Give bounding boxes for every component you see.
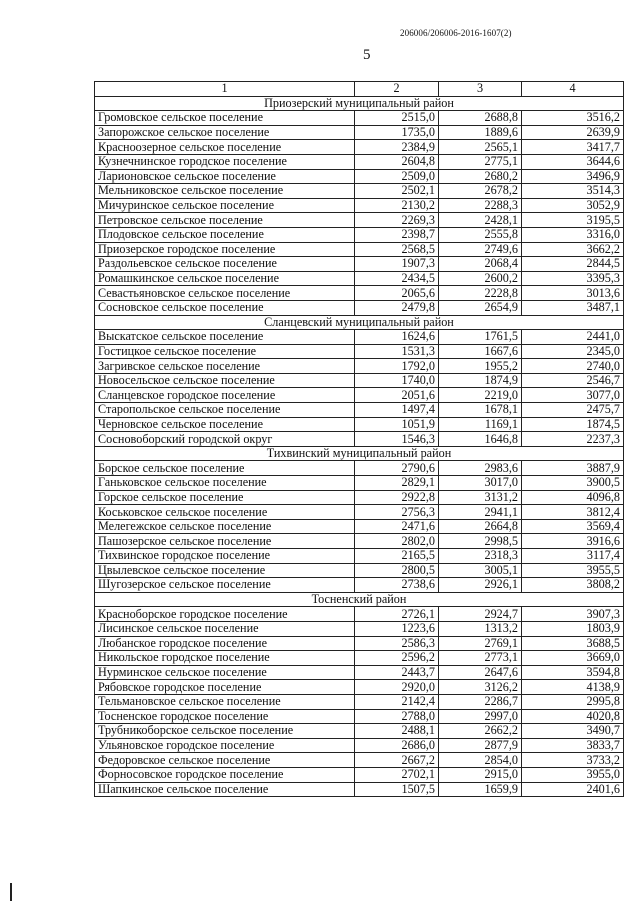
value-cell-col3: 2877,9 — [439, 738, 522, 753]
table-row — [95, 621, 624, 636]
table-row — [95, 417, 624, 432]
value-cell-col2: 2738,6 — [355, 578, 439, 593]
table-row — [95, 169, 624, 184]
district-header-row — [95, 96, 624, 111]
district-header-row — [95, 446, 624, 461]
value-cell-col2: 2829,1 — [355, 476, 439, 491]
value-cell-col2: 2130,2 — [355, 198, 439, 213]
value-cell-col4: 3808,2 — [522, 578, 624, 593]
value-cell-col4: 3833,7 — [522, 738, 624, 753]
value-cell-col4: 2345,0 — [522, 344, 624, 359]
district-header-row — [95, 315, 624, 330]
table-row — [95, 490, 624, 505]
district-name: Приозерский муниципальный район — [95, 96, 624, 111]
value-cell-col3: 2647,6 — [439, 665, 522, 680]
district-name: Тихвинский муниципальный район — [95, 446, 624, 461]
table-row — [95, 782, 624, 797]
value-cell-col3: 2654,9 — [439, 300, 522, 315]
value-cell-col4: 3013,6 — [522, 286, 624, 301]
value-cell-col2: 2568,5 — [355, 242, 439, 257]
settlement-name-cell: Старопольское сельское поселение — [95, 403, 355, 418]
settlement-name-cell: Приозерское городское поселение — [95, 242, 355, 257]
value-cell-col2: 2165,5 — [355, 549, 439, 564]
value-cell-col2: 2142,4 — [355, 694, 439, 709]
table-row — [95, 724, 624, 739]
value-cell-col3: 1646,8 — [439, 432, 522, 447]
table-row — [95, 680, 624, 695]
settlement-name-cell: Тельмановское сельское поселение — [95, 694, 355, 709]
settlement-name-cell: Севастьяновское сельское поселение — [95, 286, 355, 301]
table-row — [95, 111, 624, 126]
value-cell-col4: 3955,5 — [522, 563, 624, 578]
value-cell-col3: 2288,3 — [439, 198, 522, 213]
value-cell-col3: 2555,8 — [439, 227, 522, 242]
table-row — [95, 198, 624, 213]
value-cell-col2: 1907,3 — [355, 257, 439, 272]
table-row — [95, 300, 624, 315]
value-cell-col4: 2237,3 — [522, 432, 624, 447]
value-cell-col4: 3490,7 — [522, 724, 624, 739]
table-row — [95, 476, 624, 491]
table-row — [95, 432, 624, 447]
value-cell-col2: 2269,3 — [355, 213, 439, 228]
settlement-name-cell: Красноозерное сельское поселение — [95, 140, 355, 155]
table-row — [95, 694, 624, 709]
settlement-name-cell: Ульяновское городское поселение — [95, 738, 355, 753]
settlement-name-cell: Выскатское сельское поселение — [95, 330, 355, 345]
value-cell-col3: 2068,4 — [439, 257, 522, 272]
table-row — [95, 519, 624, 534]
settlement-name-cell: Кузнечнинское городское поселение — [95, 154, 355, 169]
settlement-name-cell: Шугозерское сельское поселение — [95, 578, 355, 593]
value-cell-col4: 4020,8 — [522, 709, 624, 724]
value-cell-col3: 2924,7 — [439, 607, 522, 622]
value-cell-col3: 1955,2 — [439, 359, 522, 374]
margin-mark — [10, 883, 12, 901]
value-cell-col4: 4096,8 — [522, 490, 624, 505]
value-cell-col3: 2941,1 — [439, 505, 522, 520]
column-header: 3 — [439, 82, 522, 97]
settlement-name-cell: Петровское сельское поселение — [95, 213, 355, 228]
table-row — [95, 403, 624, 418]
table-row — [95, 330, 624, 345]
value-cell-col2: 2065,6 — [355, 286, 439, 301]
value-cell-col3: 2664,8 — [439, 519, 522, 534]
value-cell-col3: 2428,1 — [439, 213, 522, 228]
table-row — [95, 767, 624, 782]
value-cell-col3: 3131,2 — [439, 490, 522, 505]
value-cell-col2: 2802,0 — [355, 534, 439, 549]
value-cell-col2: 2488,1 — [355, 724, 439, 739]
value-cell-col4: 3662,2 — [522, 242, 624, 257]
value-cell-col3: 1659,9 — [439, 782, 522, 797]
value-cell-col2: 2922,8 — [355, 490, 439, 505]
settlement-name-cell: Запорожское сельское поселение — [95, 125, 355, 140]
value-cell-col2: 2667,2 — [355, 753, 439, 768]
value-cell-col3: 2749,6 — [439, 242, 522, 257]
column-header: 2 — [355, 82, 439, 97]
table-row — [95, 636, 624, 651]
value-cell-col3: 1667,6 — [439, 344, 522, 359]
column-header: 1 — [95, 82, 355, 97]
value-cell-col3: 2915,0 — [439, 767, 522, 782]
value-cell-col4: 1874,5 — [522, 417, 624, 432]
value-cell-col4: 2401,6 — [522, 782, 624, 797]
district-name: Тосненский район — [95, 592, 624, 607]
value-cell-col2: 2384,9 — [355, 140, 439, 155]
value-cell-col4: 3117,4 — [522, 549, 624, 564]
settlement-name-cell: Ганьковское сельское поселение — [95, 476, 355, 491]
table-row — [95, 578, 624, 593]
table-row — [95, 154, 624, 169]
value-cell-col3: 2600,2 — [439, 271, 522, 286]
value-cell-col4: 3052,9 — [522, 198, 624, 213]
value-cell-col2: 2502,1 — [355, 184, 439, 199]
value-cell-col4: 2475,7 — [522, 403, 624, 418]
value-cell-col3: 2998,5 — [439, 534, 522, 549]
value-cell-col4: 3195,5 — [522, 213, 624, 228]
value-cell-col3: 3005,1 — [439, 563, 522, 578]
value-cell-col4: 3496,9 — [522, 169, 624, 184]
value-cell-col3: 3126,2 — [439, 680, 522, 695]
table-row — [95, 286, 624, 301]
value-cell-col4: 3955,0 — [522, 767, 624, 782]
value-cell-col3: 2775,1 — [439, 154, 522, 169]
settlement-name-cell: Новосельское сельское поселение — [95, 373, 355, 388]
value-cell-col2: 1051,9 — [355, 417, 439, 432]
value-cell-col4: 3812,4 — [522, 505, 624, 520]
value-cell-col4: 3395,3 — [522, 271, 624, 286]
table-row — [95, 505, 624, 520]
settlement-name-cell: Загривское сельское поселение — [95, 359, 355, 374]
value-cell-col4: 3487,1 — [522, 300, 624, 315]
table-header-row — [95, 82, 624, 97]
table-row — [95, 125, 624, 140]
value-cell-col2: 2471,6 — [355, 519, 439, 534]
value-cell-col2: 2596,2 — [355, 651, 439, 666]
settlement-name-cell: Громовское сельское поселение — [95, 111, 355, 126]
value-cell-col2: 2686,0 — [355, 738, 439, 753]
settlement-name-cell: Тосненское городское поселение — [95, 709, 355, 724]
value-cell-col3: 1874,9 — [439, 373, 522, 388]
value-cell-col2: 2756,3 — [355, 505, 439, 520]
value-cell-col2: 1223,6 — [355, 621, 439, 636]
settlement-name-cell: Шапкинское сельское поселение — [95, 782, 355, 797]
value-cell-col3: 2769,1 — [439, 636, 522, 651]
table-row — [95, 359, 624, 374]
value-cell-col4: 3733,2 — [522, 753, 624, 768]
value-cell-col4: 1803,9 — [522, 621, 624, 636]
value-cell-col3: 1889,6 — [439, 125, 522, 140]
value-cell-col4: 2639,9 — [522, 125, 624, 140]
value-cell-col3: 2854,0 — [439, 753, 522, 768]
settlement-name-cell: Лисинское сельское поселение — [95, 621, 355, 636]
value-cell-col2: 1531,3 — [355, 344, 439, 359]
value-cell-col3: 2678,2 — [439, 184, 522, 199]
value-cell-col2: 1546,3 — [355, 432, 439, 447]
settlement-name-cell: Ларионовское сельское поселение — [95, 169, 355, 184]
settlement-name-cell: Мичуринское сельское поселение — [95, 198, 355, 213]
table-row — [95, 738, 624, 753]
table-row — [95, 709, 624, 724]
table-row — [95, 388, 624, 403]
value-cell-col4: 2546,7 — [522, 373, 624, 388]
table-row — [95, 344, 624, 359]
district-header-row — [95, 592, 624, 607]
table-row — [95, 213, 624, 228]
value-cell-col4: 3417,7 — [522, 140, 624, 155]
value-cell-col2: 1792,0 — [355, 359, 439, 374]
settlement-name-cell: Горское сельское поселение — [95, 490, 355, 505]
value-cell-col3: 2983,6 — [439, 461, 522, 476]
value-cell-col4: 3516,2 — [522, 111, 624, 126]
value-cell-col4: 4138,9 — [522, 680, 624, 695]
table-row — [95, 227, 624, 242]
value-cell-col3: 2318,3 — [439, 549, 522, 564]
value-cell-col4: 2441,0 — [522, 330, 624, 345]
value-cell-col4: 3316,0 — [522, 227, 624, 242]
value-cell-col3: 2219,0 — [439, 388, 522, 403]
table-row — [95, 140, 624, 155]
settlement-name-cell: Раздольевское сельское поселение — [95, 257, 355, 272]
settlement-name-cell: Цвылевское сельское поселение — [95, 563, 355, 578]
value-cell-col4: 3644,6 — [522, 154, 624, 169]
value-cell-col2: 2790,6 — [355, 461, 439, 476]
column-header: 4 — [522, 82, 624, 97]
settlement-name-cell: Гостицкое сельское поселение — [95, 344, 355, 359]
settlement-name-cell: Сосновское сельское поселение — [95, 300, 355, 315]
value-cell-col4: 3887,9 — [522, 461, 624, 476]
settlement-name-cell: Рябовское городское поселение — [95, 680, 355, 695]
table-body — [95, 96, 624, 797]
settlement-name-cell: Черновское сельское поселение — [95, 417, 355, 432]
value-cell-col4: 2740,0 — [522, 359, 624, 374]
value-cell-col2: 1507,5 — [355, 782, 439, 797]
value-cell-col3: 2662,2 — [439, 724, 522, 739]
settlement-name-cell: Мельниковское сельское поселение — [95, 184, 355, 199]
value-cell-col2: 1624,6 — [355, 330, 439, 345]
settlement-name-cell: Пашозерское сельское поселение — [95, 534, 355, 549]
district-name: Сланцевский муниципальный район — [95, 315, 624, 330]
table-row — [95, 534, 624, 549]
table-row — [95, 753, 624, 768]
value-cell-col2: 2443,7 — [355, 665, 439, 680]
value-cell-col4: 3907,3 — [522, 607, 624, 622]
table-row — [95, 271, 624, 286]
value-cell-col3: 2688,8 — [439, 111, 522, 126]
settlement-name-cell: Сосновоборский городской округ — [95, 432, 355, 447]
table-row — [95, 665, 624, 680]
settlement-name-cell: Ромашкинское сельское поселение — [95, 271, 355, 286]
value-cell-col4: 3077,0 — [522, 388, 624, 403]
value-cell-col4: 2844,5 — [522, 257, 624, 272]
value-cell-col4: 3688,5 — [522, 636, 624, 651]
table-row — [95, 607, 624, 622]
value-cell-col2: 2434,5 — [355, 271, 439, 286]
value-cell-col3: 2997,0 — [439, 709, 522, 724]
value-cell-col3: 2286,7 — [439, 694, 522, 709]
value-cell-col3: 2228,8 — [439, 286, 522, 301]
table-row — [95, 651, 624, 666]
value-cell-col4: 3900,5 — [522, 476, 624, 491]
value-cell-col2: 2800,5 — [355, 563, 439, 578]
value-cell-col3: 1169,1 — [439, 417, 522, 432]
value-cell-col2: 1735,0 — [355, 125, 439, 140]
table-row — [95, 373, 624, 388]
settlement-name-cell: Никольское городское поселение — [95, 651, 355, 666]
value-cell-col3: 2926,1 — [439, 578, 522, 593]
value-cell-col3: 2565,1 — [439, 140, 522, 155]
document-code: 206006/206006-2016-1607(2) — [400, 28, 512, 38]
value-cell-col4: 2995,8 — [522, 694, 624, 709]
value-cell-col2: 2586,3 — [355, 636, 439, 651]
settlement-name-cell: Борское сельское поселение — [95, 461, 355, 476]
value-cell-col2: 2788,0 — [355, 709, 439, 724]
table-row — [95, 563, 624, 578]
value-cell-col2: 2509,0 — [355, 169, 439, 184]
value-cell-col3: 1678,1 — [439, 403, 522, 418]
table-row — [95, 257, 624, 272]
value-cell-col2: 2702,1 — [355, 767, 439, 782]
value-cell-col3: 2680,2 — [439, 169, 522, 184]
table-row — [95, 549, 624, 564]
settlement-name-cell: Форносовское городское поселение — [95, 767, 355, 782]
value-cell-col4: 3669,0 — [522, 651, 624, 666]
value-cell-col4: 3569,4 — [522, 519, 624, 534]
settlement-name-cell: Трубникоборское сельское поселение — [95, 724, 355, 739]
value-cell-col3: 1761,5 — [439, 330, 522, 345]
value-cell-col2: 2726,1 — [355, 607, 439, 622]
value-cell-col2: 2479,8 — [355, 300, 439, 315]
settlement-name-cell: Тихвинское городское поселение — [95, 549, 355, 564]
value-cell-col2: 1497,4 — [355, 403, 439, 418]
page-number: 5 — [363, 47, 371, 63]
value-cell-col4: 3514,3 — [522, 184, 624, 199]
value-cell-col3: 1313,2 — [439, 621, 522, 636]
table-row — [95, 242, 624, 257]
value-cell-col2: 1740,0 — [355, 373, 439, 388]
settlement-name-cell: Красноборское городское поселение — [95, 607, 355, 622]
value-cell-col3: 2773,1 — [439, 651, 522, 666]
data-table — [94, 81, 624, 797]
value-cell-col3: 3017,0 — [439, 476, 522, 491]
value-cell-col2: 2051,6 — [355, 388, 439, 403]
value-cell-col2: 2920,0 — [355, 680, 439, 695]
settlement-name-cell: Любанское городское поселение — [95, 636, 355, 651]
settlement-name-cell: Плодовское сельское поселение — [95, 227, 355, 242]
value-cell-col2: 2515,0 — [355, 111, 439, 126]
settlement-name-cell: Мелегежское сельское поселение — [95, 519, 355, 534]
value-cell-col2: 2398,7 — [355, 227, 439, 242]
settlement-name-cell: Федоровское сельское поселение — [95, 753, 355, 768]
table-row — [95, 461, 624, 476]
settlement-name-cell: Сланцевское городское поселение — [95, 388, 355, 403]
settlement-name-cell: Коськовское сельское поселение — [95, 505, 355, 520]
settlement-name-cell: Нурминское сельское поселение — [95, 665, 355, 680]
value-cell-col2: 2604,8 — [355, 154, 439, 169]
table-row — [95, 184, 624, 199]
value-cell-col4: 3916,6 — [522, 534, 624, 549]
value-cell-col4: 3594,8 — [522, 665, 624, 680]
